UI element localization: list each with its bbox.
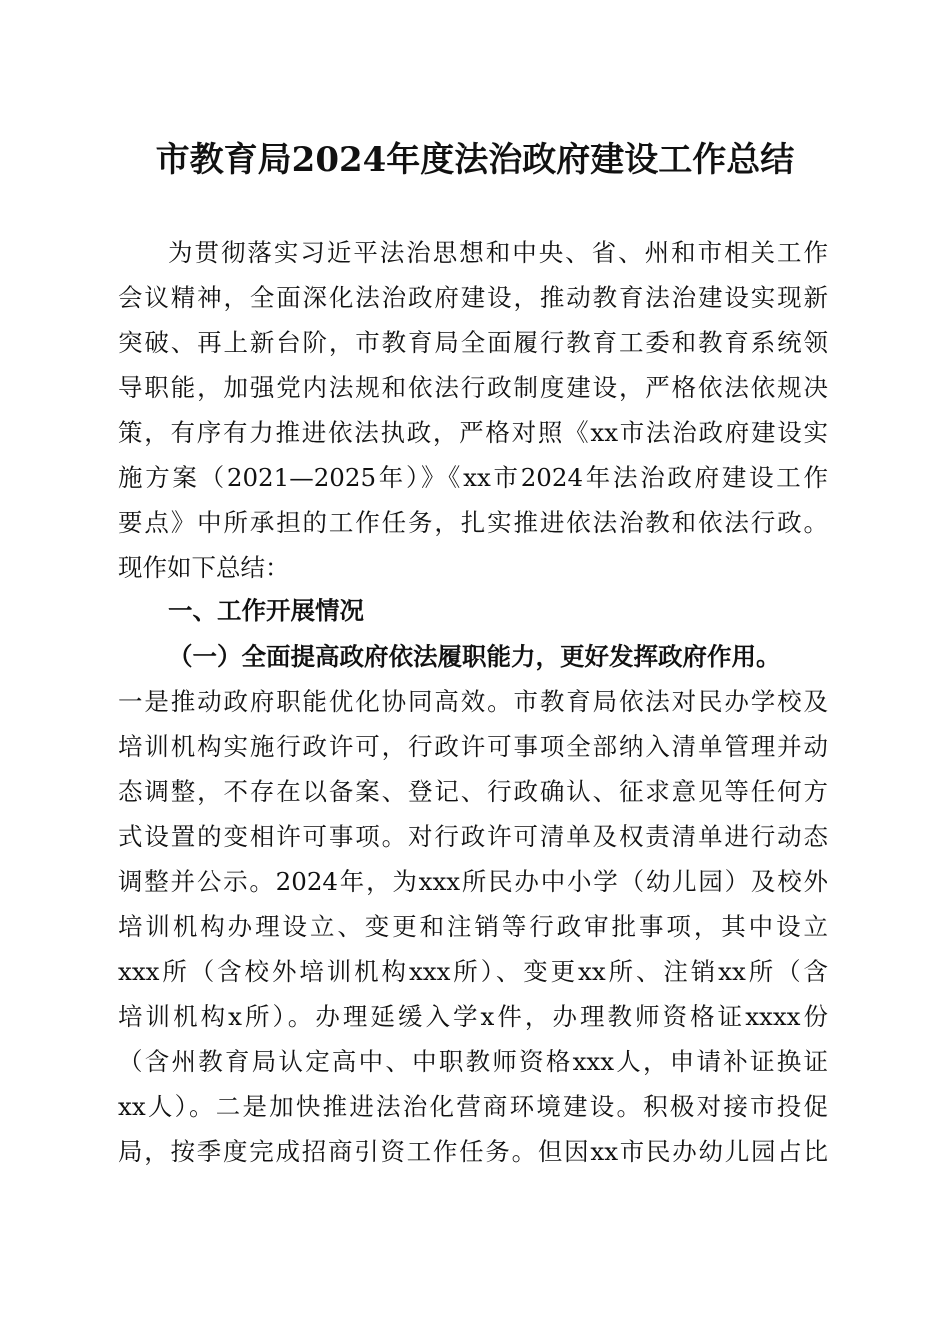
- document-title: 市教育局2024年度法治政府建设工作总结: [155, 140, 795, 180]
- body-line-1: 一是推动政府职能优化协同高效。市教育局依法对民办学校及: [118, 687, 828, 716]
- body-line-3: 态调整，不存在以备案、登记、行政确认、征求意见等任何方: [118, 777, 828, 806]
- body-line-2: 培训机构实施行政许可，行政许可事项全部纳入清单管理并动: [118, 732, 828, 761]
- body-line-8: 培训机构x所）。办理延缓入学x件，办理教师资格证xxxx份: [118, 1002, 828, 1031]
- body-line-7: xxx所（含校外培训机构xxx所）、变更xx所、注销xx所（含: [118, 957, 828, 986]
- body-line-6: 培训机构办理设立、变更和注销等行政审批事项，其中设立: [118, 912, 828, 941]
- intro-line-5: 策，有序有力推进依法执政，严格对照《xx市法治政府建设实: [118, 418, 828, 447]
- intro-line-3: 突破、再上新台阶，市教育局全面履行教育工委和教育系统领: [118, 328, 828, 357]
- intro-line-8: 现作如下总结：: [118, 553, 290, 582]
- subsection-heading: （一）全面提高政府依法履职能力，更好发挥政府作用。: [168, 642, 781, 671]
- body-line-10: xx人）。二是加快推进法治化营商环境建设。积极对接市投促: [118, 1092, 828, 1121]
- body-line-11: 局，按季度完成招商引资工作任务。但因xx市民办幼儿园占比: [118, 1137, 828, 1166]
- intro-line-1: 为贯彻落实习近平法治思想和中央、省、州和市相关工作: [168, 238, 828, 267]
- section-heading: 一、工作开展情况: [168, 596, 364, 625]
- intro-line-6: 施方案（2021—2025年）》《xx市2024年法治政府建设工作: [118, 463, 828, 492]
- intro-line-2: 会议精神，全面深化法治政府建设，推动教育法治建设实现新: [118, 283, 828, 312]
- intro-line-7: 要点》中所承担的工作任务，扎实推进依法治教和依法行政。: [118, 508, 828, 537]
- body-line-5: 调整并公示。2024年，为xxx所民办中小学（幼儿园）及校外: [118, 867, 828, 896]
- body-line-9: （含州教育局认定高中、中职教师资格xxx人，申请补证换证: [118, 1047, 828, 1076]
- intro-line-4: 导职能，加强党内法规和依法行政制度建设，严格依法依规决: [118, 373, 828, 402]
- body-line-4: 式设置的变相许可事项。对行政许可清单及权责清单进行动态: [118, 822, 828, 851]
